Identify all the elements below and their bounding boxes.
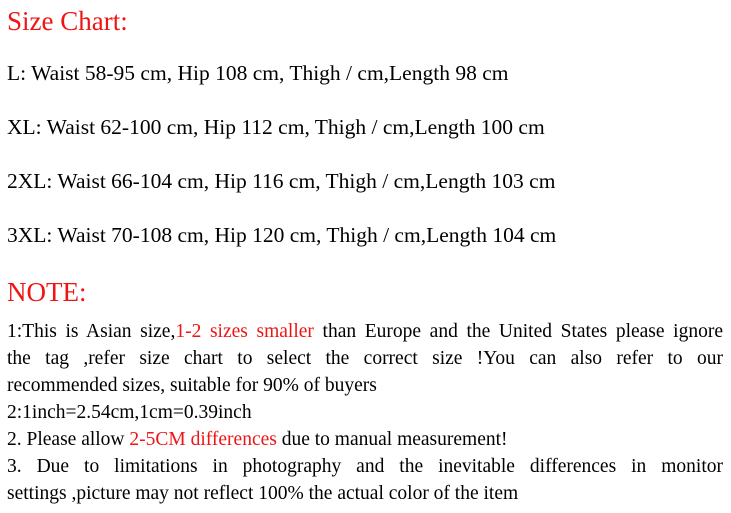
note-line (7, 372, 723, 399)
note-line (7, 480, 723, 507)
note-text: due to manual measurement! (276, 429, 508, 450)
note-line (7, 345, 723, 372)
note-text: 3. Due to limitations in photography and the inevitable differences in monitor (7, 456, 723, 477)
size-chart-rows (7, 61, 723, 248)
size-row: 3XL: Waist 70-108 cm, Hip 120 cm, Thigh / cm,Length 104 cm (7, 223, 557, 247)
note-text: 1:This is Asian size, (7, 321, 176, 342)
note-text: 2. Please allow (7, 429, 130, 450)
size-chart-heading: Size Chart: (7, 6, 128, 36)
note-text: than Europe and the United States please ignore (313, 321, 723, 342)
note-text: recommended sizes, suitable for 90% of buyers (7, 375, 377, 396)
note-highlight-text: 1-2 sizes smaller (175, 321, 314, 342)
note-line (7, 399, 723, 426)
note-lines (7, 318, 723, 507)
note-line (7, 453, 723, 480)
note-text: settings ,picture may not reflect 100% the actual color of the item (7, 483, 519, 504)
note-highlight-text: 2-5CM differences (129, 429, 277, 450)
note-line (7, 318, 723, 345)
size-row: 2XL: Waist 66-104 cm, Hip 116 cm, Thigh / cm,Length 103 cm (7, 169, 556, 193)
note-line (7, 426, 723, 453)
note-heading: NOTE: (7, 277, 87, 307)
size-row: XL: Waist 62-100 cm, Hip 112 cm, Thigh / cm,Length 100 cm (7, 115, 545, 139)
note-text: 2:1inch=2.54cm,1cm=0.39inch (7, 402, 252, 423)
note-text: the tag ,refer size chart to select the correct size !You can also refer to our (7, 348, 723, 369)
size-row: L: Waist 58-95 cm, Hip 108 cm, Thigh / cm,Length 98 cm (7, 61, 509, 85)
